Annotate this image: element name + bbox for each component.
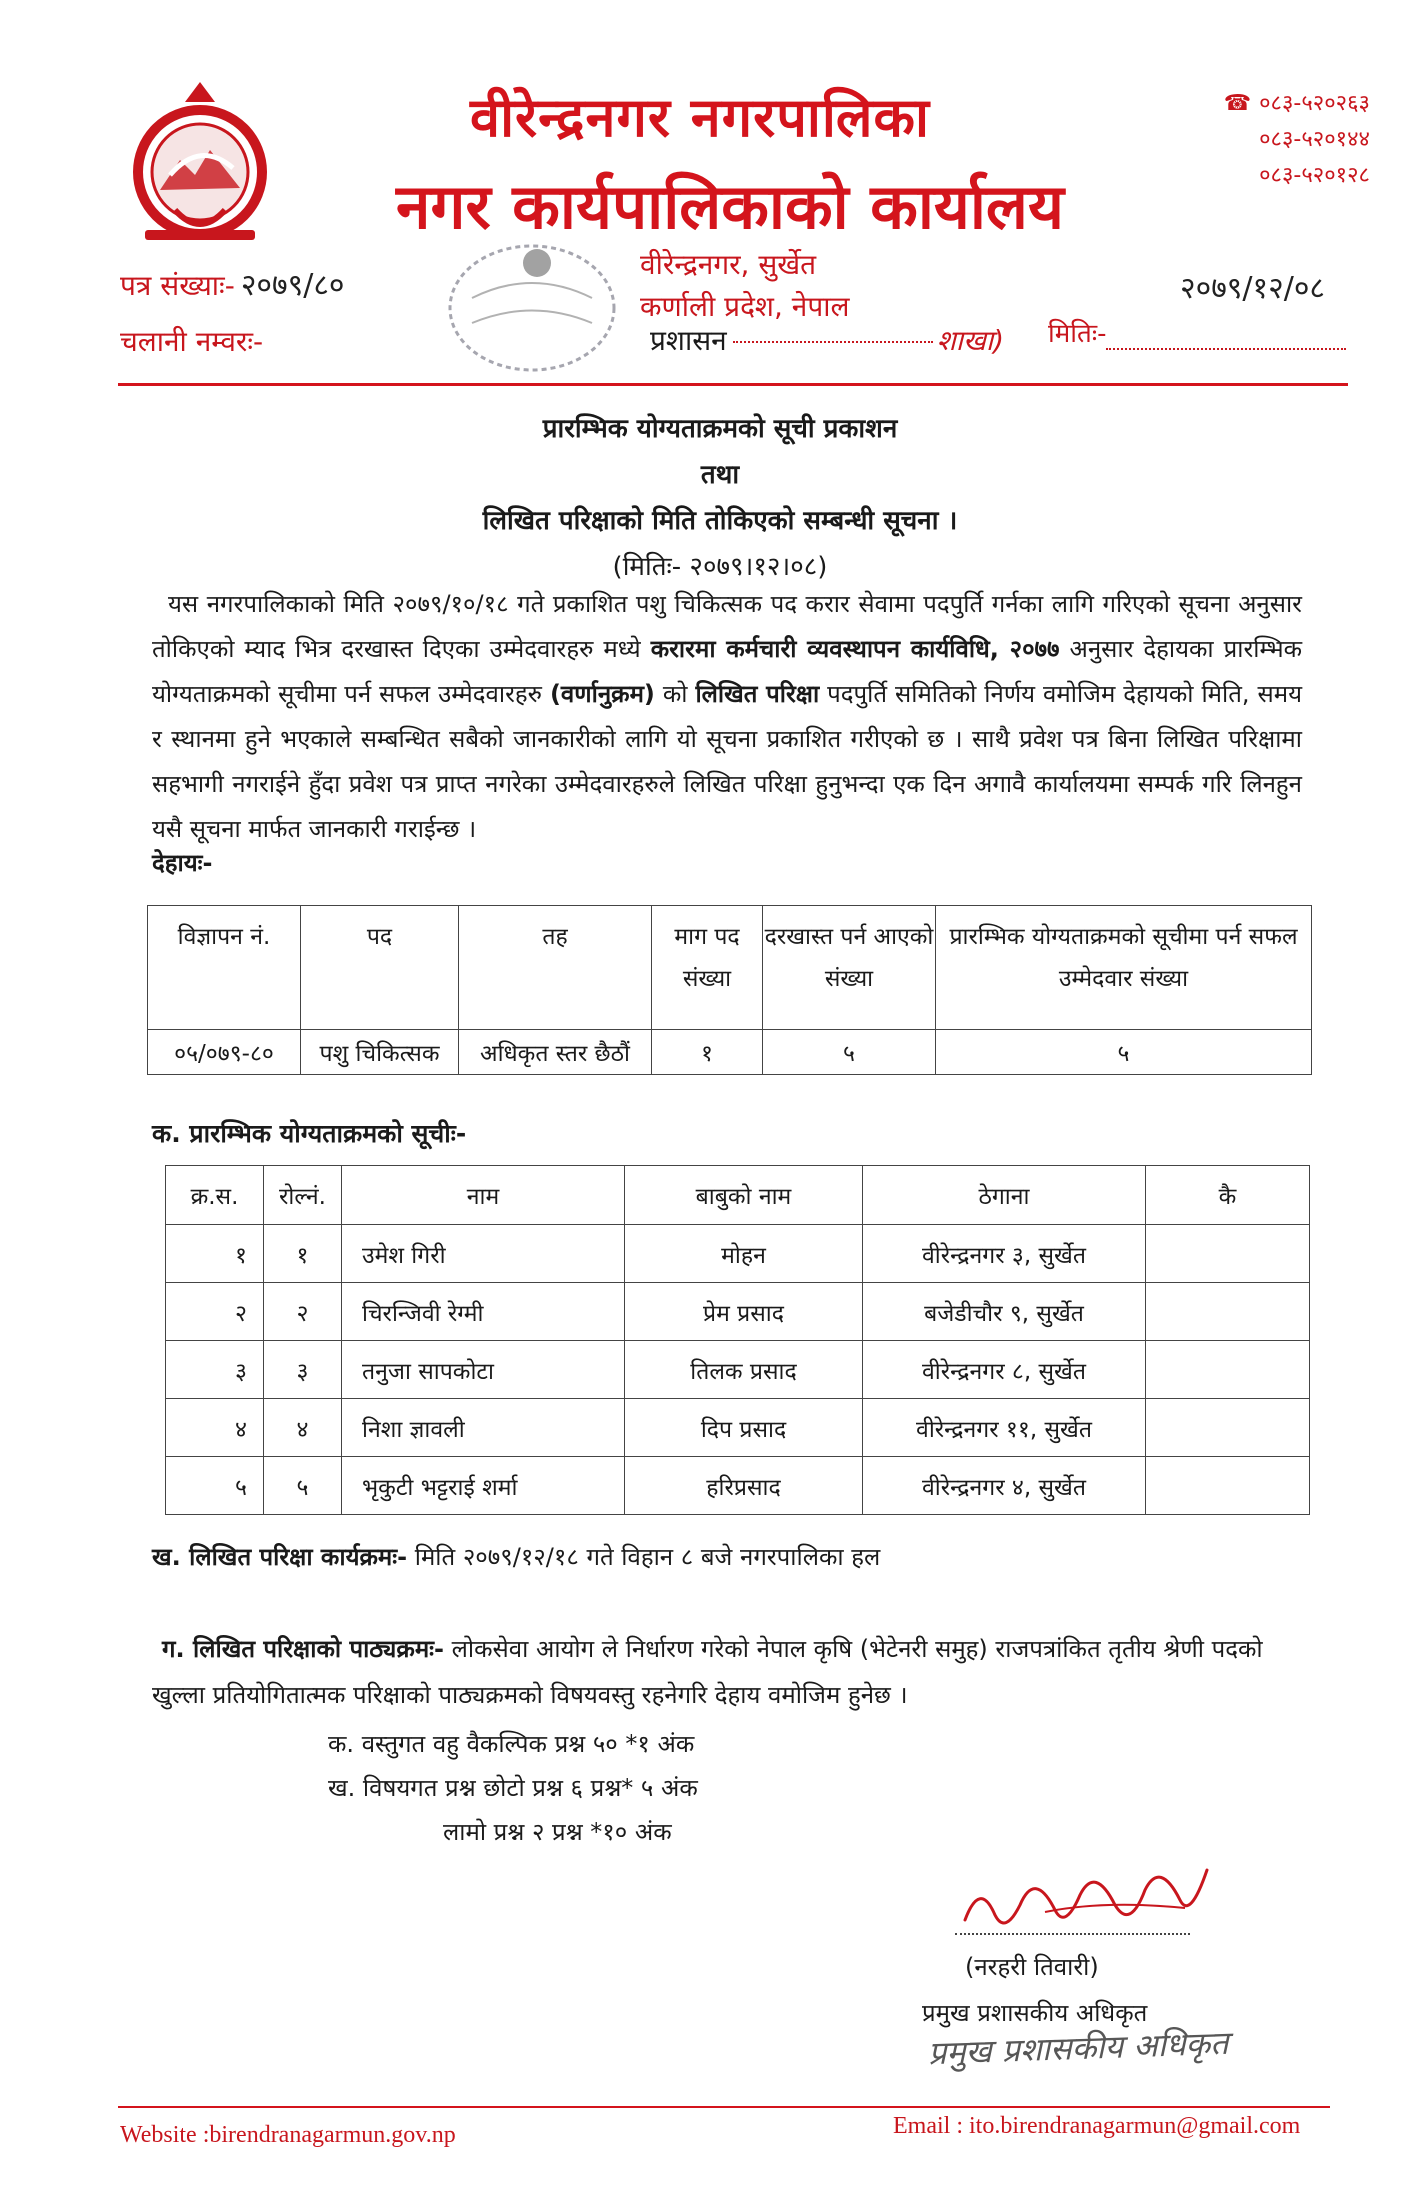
para-text: यस नगरपालिकाको मिति २०७९/१०/१८ गते प्रकाशित पशु चिकित्सक पद करार सेवामा पदपुर्ति गर्नका लागि गरिएको सूचना अनुसार तोकिएको म्याद भित्र दरखास्त दिएका उम्मेदवारहरु मध्ये [152,590,1302,663]
cell-serial: ५ [166,1457,264,1515]
table-row [166,1283,1310,1341]
cell-level: अधिकृत स्तर छैठौं [459,1030,652,1075]
exam-syllabus [152,1626,1302,1718]
cell-applications-count: ५ [763,1030,936,1075]
notice-paragraph [152,582,1302,852]
heading-line-1: प्रारम्भिक योग्यताक्रमको सूची प्रकाशन [542,414,898,444]
header-successful-count: प्रारम्भिक योग्यताक्रमको सूचीमा पर्न सफल उम्मेदवार संख्या [936,906,1312,1030]
header-applications-count: दरखास्त पर्न आएको संख्या [763,906,936,1030]
cell-address: वीरेन्द्रनगर ४, सुर्खेत [863,1457,1146,1515]
header-address: ठेगाना [863,1166,1146,1225]
address-city: वीरेन्द्रनगर, सुर्खेत [640,248,817,281]
footer-divider [118,2106,1330,2108]
para-text: को [654,680,696,708]
exam-item-long: लामो प्रश्न २ प्रश्न *१० अंक [443,1818,672,1846]
cell-father-name: मोहन [625,1225,863,1283]
signature-dotted-line [955,1933,1190,1935]
cell-serial: १ [166,1225,264,1283]
merit-list-title: क. प्रारम्भिक योग्यताक्रमको सूचीः- [152,1119,467,1148]
cell-father-name: हरिप्रसाद [625,1457,863,1515]
table-row [166,1457,1310,1515]
header-demand-count: माग पद संख्या [652,906,763,1030]
office-address [640,244,849,328]
letter-number [120,258,345,314]
phone-numbers [1170,86,1370,194]
table-row [166,1399,1310,1457]
cell-remarks [1146,1283,1310,1341]
date-label: मितिः- [1048,319,1107,349]
designation-stamp: प्रमुख प्रशासकीय अधिकृत [927,2023,1230,2073]
para-bold-order: (वर्णानुक्रम) [549,680,655,708]
header-level: तह [459,906,652,1030]
cell-father-name: तिलक प्रसाद [625,1341,863,1399]
date-field [1048,314,1346,350]
phone-number: ०८३-५२०१२८ [1259,163,1370,188]
vacancy-table [147,905,1312,1075]
cell-remarks [1146,1457,1310,1515]
cell-serial: ४ [166,1399,264,1457]
header-serial: क्र.स. [166,1166,264,1225]
signatory-designation: प्रमुख प्रशासकीय अधिकृत [922,1999,1148,2027]
dispatch-number-label: चलानी नम्वरः- [120,325,264,358]
office-title: नगर कार्यपालिकाको कार्यालय [396,170,1064,243]
para-bold-rule: करारमा कर्मचारी व्यवस्थापन कार्यविधि, २०७७ [650,635,1060,663]
header-roll: रोल्नं. [264,1166,342,1225]
header-name: नाम [342,1166,625,1225]
merit-list-table [165,1165,1310,1515]
telephone-icon: ☎ [1223,91,1252,116]
exam-schedule-text: मिति २०७९/१२/१८ गते विहान ८ बजे नगरपालिका हल [407,1543,881,1571]
cell-roll: १ [264,1225,342,1283]
header-father-name: बाबुको नाम [625,1166,863,1225]
cell-name: निशा ज्ञावली [342,1399,625,1457]
table-header-row [166,1166,1310,1225]
cell-roll: ५ [264,1457,342,1515]
cell-serial: ३ [166,1341,264,1399]
cell-address: वीरेन्द्रनगर ३, सुर्खेत [863,1225,1146,1283]
cell-roll: २ [264,1283,342,1341]
header-ad-number: विज्ञापन नं. [148,906,301,1030]
exam-schedule [152,1540,880,1573]
cell-serial: २ [166,1283,264,1341]
letter-number-value: २०७९/८० [240,268,345,303]
letter-date: २०७९/१२/०८ [1180,271,1326,306]
letter-number-label: पत्र संख्याः- [120,269,235,302]
exam-items [328,1722,698,1854]
table-row [166,1225,1310,1283]
cell-remarks [1146,1225,1310,1283]
notice-date: (मितिः- २०७९।१२।०८) [612,552,828,582]
table-row [166,1341,1310,1399]
cell-name: उमेश गिरी [342,1225,625,1283]
cell-address: वीरेन्द्रनगर ८, सुर्खेत [863,1341,1146,1399]
cell-roll: ४ [264,1399,342,1457]
exam-item-short: ख. विषयगत प्रश्न छोटो प्रश्न ६ प्रश्न* ५ अंक [328,1774,698,1802]
office-seal-stamp [442,238,622,378]
reference-block [120,258,345,370]
branch-dotted-line [733,341,933,343]
date-dotted-line [1106,348,1346,350]
cell-address: वीरेन्द्रनगर ११, सुर्खेत [863,1399,1146,1457]
exam-syllabus-label: ग. लिखित परिक्षाको पाठ्यक्रमः- [162,1635,444,1663]
municipality-title: वीरेन्द्रनगर नगरपालिका [470,86,930,149]
cell-successful-count: ५ [936,1030,1312,1075]
header-divider [118,383,1348,386]
phone-row [1170,86,1370,122]
header-remarks: कै [1146,1166,1310,1225]
exam-syllabus-text: लोकसेवा आयोग ले निर्धारण गरेको नेपाल कृषि (भेटेनरी समुह) राजपत्रांकित तृतीय श्रेणी पदको खुल्ला प्रतियोगितात्मक परिक्षाको पाठ्यक्रमको विषयवस्तु रहनेगरि देहाय वमोजिम हुनेछ । [152,1635,1263,1709]
cell-remarks [1146,1341,1310,1399]
table-row [148,1030,1312,1075]
heading-line-2: तथा [700,460,740,490]
para-bold-exam: लिखित परिक्षा [695,680,820,708]
address-province: कर्णाली प्रदेश, नेपाल [640,290,850,323]
cell-remarks [1146,1399,1310,1457]
cell-name: तनुजा सापकोटा [342,1341,625,1399]
heading-line-3: लिखित परिक्षाको मिति तोकिएको सम्बन्धी सूचना । [482,506,958,536]
cell-post: पशु चिकित्सक [301,1030,459,1075]
cell-ad-number: ०५/०७९-८० [148,1030,301,1075]
footer-email: Email : ito.birendranagarmun@gmail.com [893,2113,1301,2139]
cell-address: बजेडीचौर ९, सुर्खेत [863,1283,1146,1341]
phone-number: ०८३-५२०१४४ [1259,127,1370,152]
cell-name: चिरन्जिवी रेग्मी [342,1283,625,1341]
cell-father-name: प्रेम प्रसाद [625,1283,863,1341]
branch-suffix: शाखा) [936,324,1005,357]
footer-website: Website :birendranagarmun.gov.np [120,2122,456,2148]
notice-heading [160,406,1280,590]
exam-schedule-label: ख. लिखित परिक्षा कार्यक्रमः- [152,1543,408,1571]
cell-name: भृकुटी भट्टराई शर्मा [342,1457,625,1515]
signatory-name: (नरहरी तिवारी) [965,1953,1099,1981]
phone-row [1170,122,1370,158]
handwritten-signature [945,1850,1225,1950]
phone-row [1170,158,1370,194]
dehay-label: देहायः- [152,849,213,877]
header-post: पद [301,906,459,1030]
exam-item-objective: क. वस्तुगत वहु वैकल्पिक प्रश्न ५० *१ अंक [328,1730,695,1758]
cell-roll: ३ [264,1341,342,1399]
branch-name: प्रशासन [650,324,727,357]
table-header-row [148,906,1312,1030]
para-text: पदपुर्ति समितिको निर्णय वमोजिम देहायको मिति, समय र स्थानमा हुने भएकाले सम्बन्धित सबैको जानकारीको लागि यो सूचना प्रकाशित गरीएको छ । साथै प्रवेश पत्र बिना लिखित परिक्षामा सहभागी नगराईने हुँदा प्रवेश पत्र प्राप्त नगरेका उम्मेदवारहरुले लिखित परिक्षा हुनुभन्दा एक दिन अगावै कार्यालयमा सम्पर्क गरि लिनहुन यसै सूचना मार्फत जानकारी गराईन्छ । [152,680,1302,843]
cell-demand-count: १ [652,1030,763,1075]
phone-number: ०८३-५२०२६३ [1259,91,1370,116]
para-text: अनुसार देहायका प्रारम्भिक योग्यताक्रमको सूचीमा पर्न सफल उम्मेदवारहरु [152,635,1302,708]
branch-line [650,324,1004,358]
nepal-emblem-icon [115,80,285,245]
cell-father-name: दिप प्रसाद [625,1399,863,1457]
